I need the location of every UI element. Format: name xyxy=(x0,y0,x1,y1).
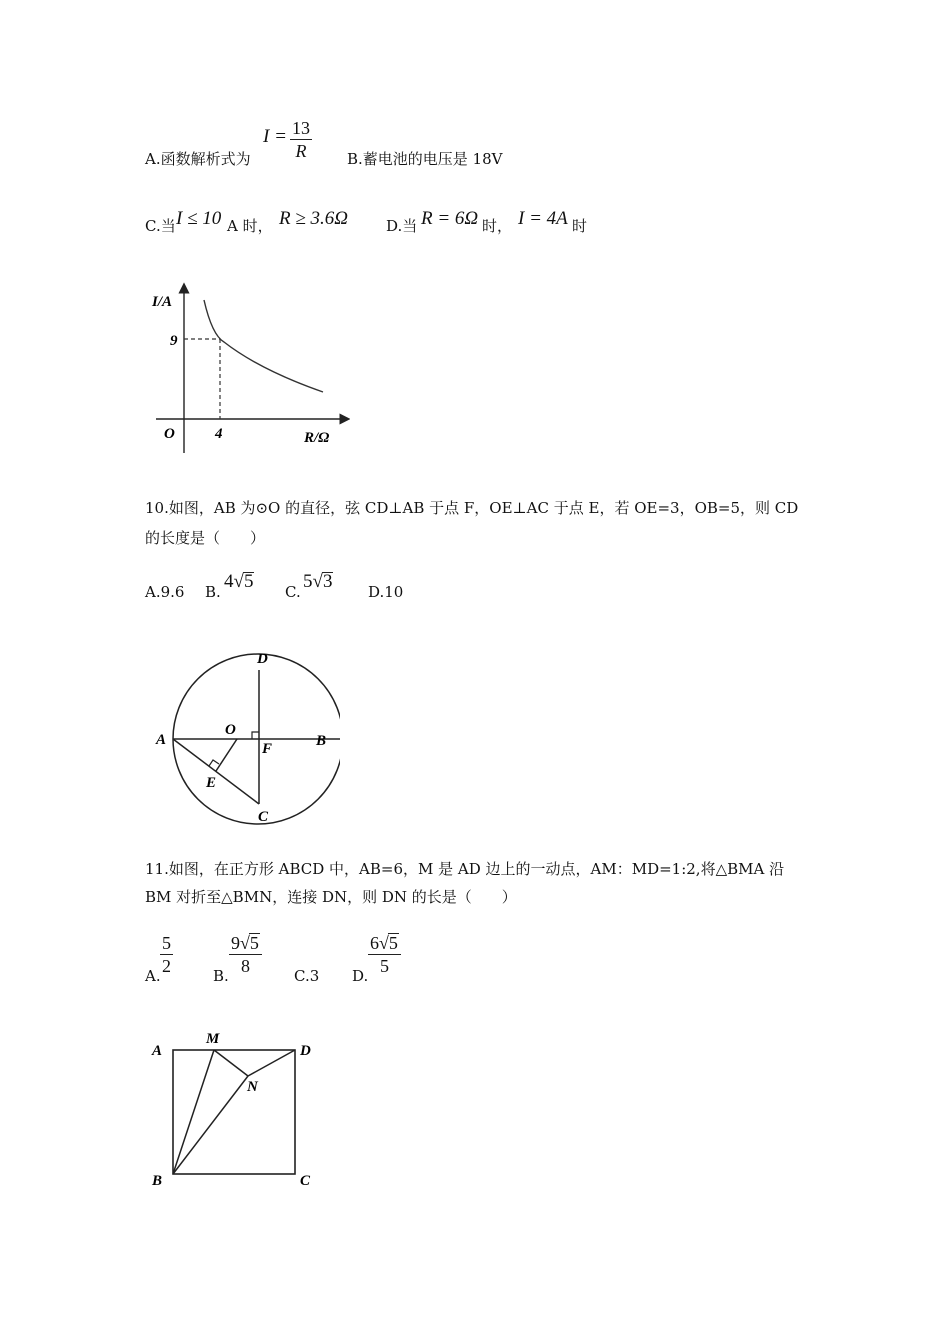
q9-option-a-label: A.函数解析式为 xyxy=(145,150,251,168)
q9-option-b: B.蓄电池的电压是 18V xyxy=(347,150,503,168)
q11-option-d-label: D. xyxy=(352,967,369,985)
q9-option-d-condition: R = 6Ω xyxy=(421,208,479,229)
q10-option-b-value: 4√5 xyxy=(224,571,254,592)
q11-option-b-coef: 9 xyxy=(231,933,240,953)
q11-label-b: B xyxy=(152,1173,163,1189)
q9-option-d-label: D.当 xyxy=(386,217,418,235)
q9-option-a-denominator: R xyxy=(295,141,307,161)
q9-curve xyxy=(204,300,323,392)
q11-segment-bn xyxy=(173,1076,248,1174)
q11-segment-bm xyxy=(173,1050,214,1174)
q10-label-o: O xyxy=(225,722,236,738)
q10-option-a: A.9.6 xyxy=(145,583,185,601)
q10-stem-line2: 的长度是（ ） xyxy=(145,529,266,547)
q9-x-axis-label: R/Ω xyxy=(304,430,330,446)
q11-option-c: C.3 xyxy=(294,967,320,985)
q9-y-tick-label: 9 xyxy=(170,333,178,349)
q10-label-a: A xyxy=(156,732,167,748)
q10-label-b: B xyxy=(316,733,327,749)
q11-option-d-numerator: 6√5 xyxy=(370,933,398,953)
q11-option-d-denominator: 5 xyxy=(379,956,389,976)
q10-option-c-label: C. xyxy=(285,583,301,601)
q11-stem-line1: 11.如图，在正方形 ABCD 中，AB=6，M 是 AD 边上的一动点，AM：MD=1:2,将△BMA 沿 xyxy=(145,860,785,878)
q9-option-d-mid: 时， xyxy=(482,217,513,235)
q10-option-b-label: B. xyxy=(205,583,221,601)
q9-option-d-result: I = 4A xyxy=(518,208,568,229)
q9-y-axis-label: I/A xyxy=(152,294,173,310)
q11-label-a: A xyxy=(152,1043,163,1059)
q11-option-b-numerator: 9√5 xyxy=(231,933,259,953)
q11-option-a-label: A. xyxy=(145,967,161,985)
q11-option-b-fraction xyxy=(229,932,262,977)
q11-option-d-coef: 6 xyxy=(370,933,379,953)
q9-x-tick-label: 4 xyxy=(215,426,223,442)
q9-option-c-condition: I ≤ 10 xyxy=(176,208,222,229)
q11-option-b-radicand: 5 xyxy=(249,933,259,953)
q9-option-c-label: C.当 xyxy=(145,217,176,235)
q11-stem-line2: BM 对折至△BMN，连接 DN，则 DN 的长是（ ） xyxy=(145,888,517,906)
q10-segment-oe xyxy=(216,739,237,771)
q11-segment-nd xyxy=(248,1050,295,1076)
q11-option-b-denominator: 8 xyxy=(240,956,250,976)
q10-label-e: E xyxy=(206,775,217,791)
q9-option-c-mid: A 时， xyxy=(227,217,273,235)
q10-right-angle-e xyxy=(209,760,219,766)
q11-label-m: M xyxy=(206,1031,220,1047)
q9-graph xyxy=(140,280,350,460)
q10-option-c-radicand: 3 xyxy=(322,571,333,592)
q11-label-n: N xyxy=(247,1079,258,1095)
q11-option-a-denominator: 2 xyxy=(162,956,171,976)
q9-option-d-suffix: 时 xyxy=(572,217,588,235)
q11-label-d: D xyxy=(300,1043,311,1059)
q10-label-f: F xyxy=(262,741,273,757)
q9-option-a-fraction xyxy=(290,117,312,162)
q11-label-c: C xyxy=(300,1173,311,1189)
q10-option-d: D.10 xyxy=(368,583,404,601)
q11-option-b-label: B. xyxy=(213,967,229,985)
q11-option-a-fraction xyxy=(160,932,173,977)
q9-option-c-result: R ≥ 3.6Ω xyxy=(279,208,349,229)
q10-right-angle-f xyxy=(252,732,259,739)
q10-label-d: D xyxy=(257,651,268,667)
q10-option-b-radicand: 5 xyxy=(243,571,254,592)
q11-option-d-radicand: 5 xyxy=(388,933,398,953)
q11-option-a-numerator: 5 xyxy=(162,933,171,953)
q9-option-a-numerator: 13 xyxy=(292,118,310,138)
q10-stem-line1: 10.如图，AB 为⊙O 的直径，弦 CD⊥AB 于点 F，OE⊥AC 于点 E，若 OE=3，OB=5，则 CD xyxy=(145,499,799,517)
q11-square xyxy=(173,1050,295,1174)
q9-option-a-formula-lhs: I = xyxy=(263,126,287,147)
q10-figure xyxy=(140,645,340,830)
q10-option-b-coef: 4 xyxy=(224,571,234,592)
q11-segment-mn xyxy=(214,1050,248,1076)
q10-chord-ac xyxy=(173,739,259,804)
q10-option-c-coef: 5 xyxy=(303,571,313,592)
q10-label-c: C xyxy=(258,809,269,825)
q11-figure xyxy=(140,1025,340,1195)
q9-origin-label: O xyxy=(164,426,175,442)
q11-option-d-fraction xyxy=(368,932,401,977)
q10-option-c-value: 5√3 xyxy=(303,571,333,592)
